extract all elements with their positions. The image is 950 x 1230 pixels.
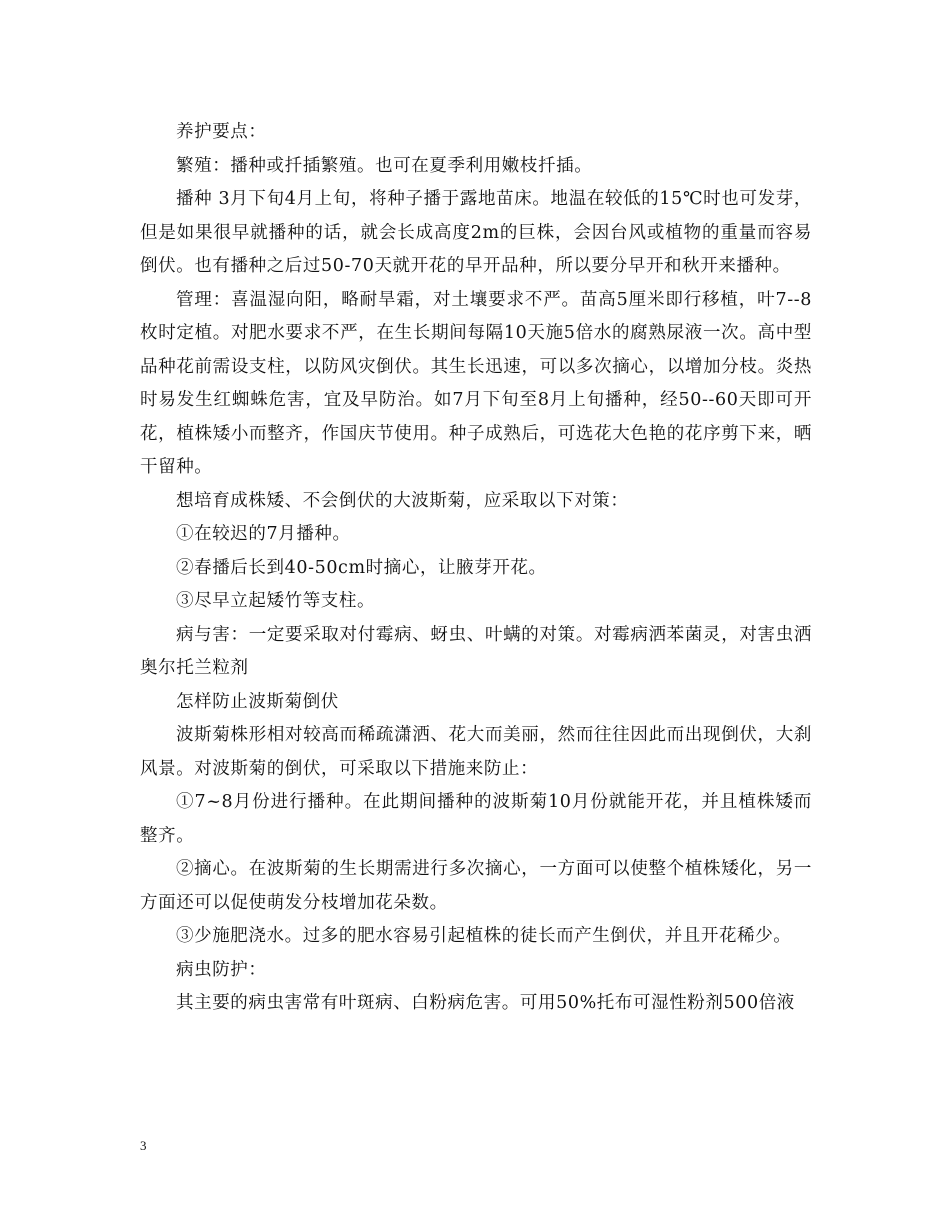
paragraph-measure-1: ①在较迟的7月播种。 [176, 524, 351, 544]
paragraph-lodging-2: ②摘心。在波斯菊的生长期需进行多次摘心，一方面可以使整个植株矮化，另一方面还可以促使萌发分枝增加花朵数。 [140, 859, 812, 913]
paragraph-pest-control-heading: 病虫防护： [176, 959, 267, 980]
paragraph-management: 管理：喜温湿向阳，略耐旱霜，对土壤要求不严。苗高5厘米即行移植，叶7--8枚时定植。对肥水要求不严，在生长期间每隔10天施5倍水的腐熟尿液一次。高中型品种花前需设支柱，以防风灾倒伏。其生长迅速，可以多次摘心，以增加分枝。炎热时易发生红蜘蛛危害，宜及早防治。如7月下旬至8月上旬播种，经50--60天即可开花，植株矮小而整齐，作国庆节使用。种子成熟后，可选花大色艳的花序剪下来，晒干留种。 [140, 289, 812, 477]
paragraph-lodging-1: ①7~8月份进行播种。在此期间播种的波斯菊10月份就能开花，并且植株矮而整齐。 [140, 792, 812, 846]
paragraph-measures-intro: 想培育成株矮、不会倒伏的大波斯菊，应采取以下对策： [176, 490, 629, 511]
paragraph-lodging-heading: 怎样防止波斯菊倒伏 [176, 691, 339, 712]
paragraph-pest-control: 其主要的病虫害常有叶斑病、白粉病危害。可用50%托布可湿性粉剂500倍液 [176, 993, 795, 1013]
paragraph-diseases-pests: 病与害：一定要采取对付霉病、蚜虫、叶螨的对策。对霉病洒苯菌灵，对害虫洒奥尔托兰粒剂 [140, 624, 812, 678]
paragraph-lodging-3: ③少施肥浇水。过多的肥水容易引起植株的徒长而产生倒伏，并且开花稀少。 [176, 926, 792, 946]
paragraph-propagation: 繁殖：播种或扦插繁殖。也可在夏季利用嫩枝扦插。 [176, 155, 593, 176]
body-text [140, 116, 812, 1021]
paragraph-lodging-intro: 波斯菊株形相对较高而稀疏潇洒、花大而美丽，然而往往因此而出现倒伏，大刹风景。对波斯菊的倒伏，可采取以下措施来防止： [140, 725, 812, 779]
paragraph-measure-2: ②春播后长到40-50cm时摘心，让腋芽开花。 [176, 557, 547, 578]
paragraph-sowing: 播种 3月下旬4月上旬，将种子播于露地苗床。地温在较低的15℃时也可发芽，但是如果很早就播种的话，就会长成高度2m的巨株，会因台风或植物的重量而容易倒伏。也有播种之后过50-70天就开花的早开品种，所以要分早开和秋开来播种。 [140, 189, 812, 276]
page-number: 3 [140, 1138, 147, 1153]
paragraph-care-points-heading: 养护要点： [176, 122, 267, 142]
paragraph-measure-3: ③尽早立起矮竹等支柱。 [176, 591, 376, 611]
